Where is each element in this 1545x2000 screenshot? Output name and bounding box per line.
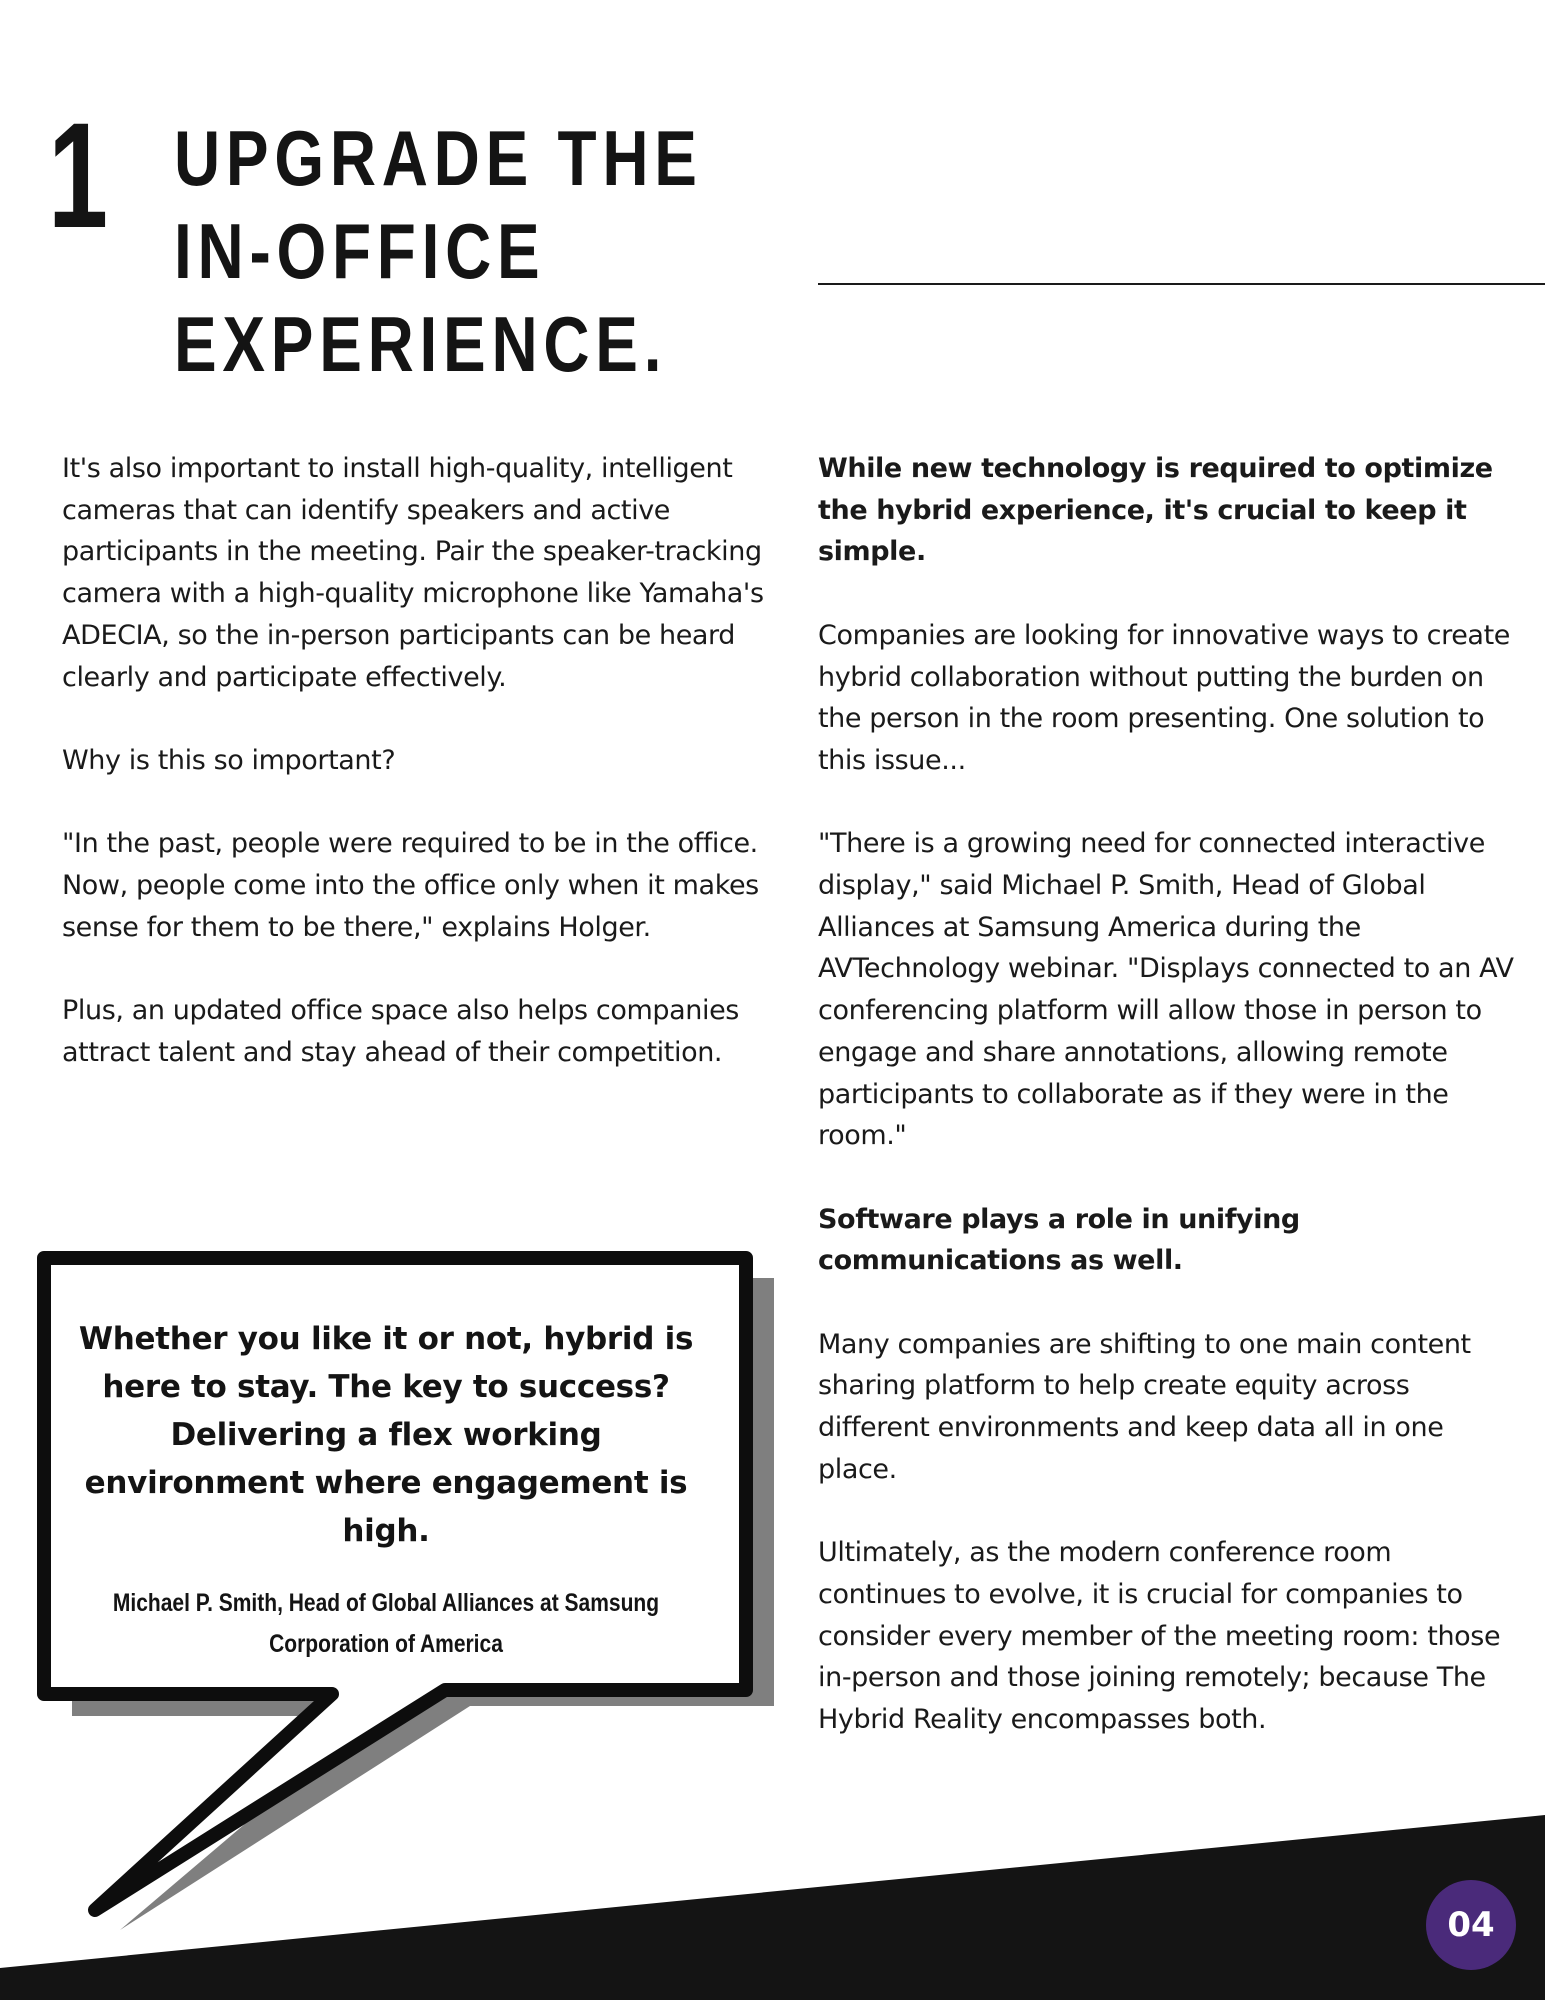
title-line-2: IN-OFFICE	[174, 207, 546, 295]
body-paragraph: Plus, an updated office space also helps companies attract talent and stay ahead of their competition.	[62, 995, 739, 1068]
body-paragraph: Companies are looking for innovative ways to create hybrid collaboration without putting the burden on the person in the room presenting. One solution to this issue...	[818, 619, 1510, 776]
body-paragraph: Many companies are shifting to one main content sharing platform to help create equity across different environments and keep data all in one place.	[818, 1328, 1471, 1485]
left-column	[62, 448, 774, 1115]
title-line-3: EXPERIENCE.	[174, 300, 668, 388]
pull-quote	[58, 1315, 714, 1665]
lead-paragraph: While new technology is required to optimize the hybrid experience, it's crucial to keep it simple.	[818, 453, 1493, 568]
body-paragraph: "In the past, people were required to be in the office. Now, people come into the office only when it makes sense for them to be there," explains Holger.	[62, 828, 759, 943]
footer-band	[0, 1800, 1545, 2000]
footer-band-shape	[0, 1815, 1545, 2000]
page-title	[174, 112, 703, 391]
title-line-1: UPGRADE THE	[174, 114, 703, 202]
section-number: 1	[48, 91, 106, 259]
body-paragraph: "There is a growing need for connected interactive display," said Michael P. Smith, Head of Global Alliances at Samsung America during the AVTechnology webinar. "Displays connected to an AV conferencing platform will allow those in person to engage and share annotations, allowing remote participants to collaborate as if they were in the room."	[818, 828, 1514, 1152]
right-column	[818, 448, 1518, 1782]
subheading: Software plays a role in unifying communications as well.	[818, 1203, 1300, 1277]
body-paragraph: It's also important to install high-quality, intelligent cameras that can identify speakers and active participants in the meeting. Pair the speaker-tracking camera with a high-quality microphone like Yamaha's ADECIA, so the in-person participants can be heard clearly and participate effectively.	[62, 453, 764, 693]
body-paragraph: Ultimately, as the modern conference room continues to evolve, it is crucial for companies to consider every member of the meeting room: those in-person and those joining remotely; because The Hybrid Reality encompasses both.	[818, 1537, 1501, 1736]
pull-quote-text: Whether you like it or not, hybrid is here to stay. The key to success? Delivering a flex working environment where engagement is high.	[78, 1321, 694, 1549]
header-divider	[818, 283, 1545, 285]
pull-quote-attribution: Michael P. Smith, Head of Global Alliances at Samsung Corporation of America	[112, 1589, 660, 1658]
page-number-badge: 04	[1426, 1880, 1516, 1970]
body-paragraph: Why is this so important?	[62, 744, 396, 776]
